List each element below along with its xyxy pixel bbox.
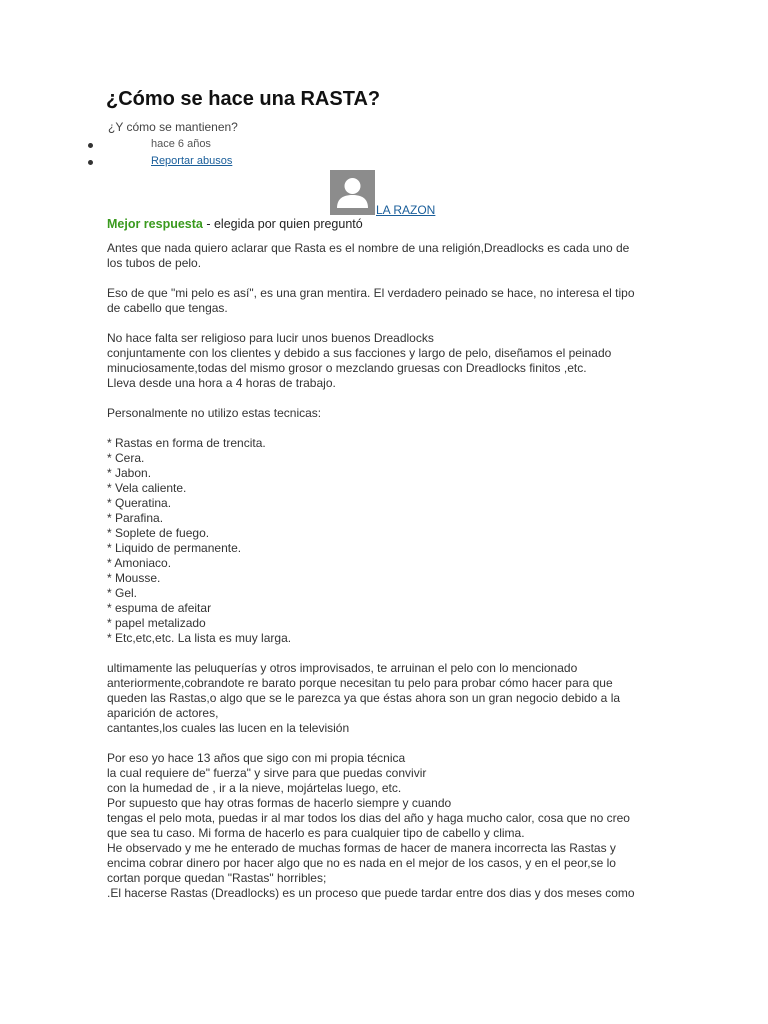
answer-line: queden las Rastas,o algo que se le parezca ya que éstas ahora son un gran negocio debido a la [107,691,621,705]
bullet-icon [88,143,93,148]
answer-line: * Vela caliente. [107,481,187,495]
meta-item-report [88,155,388,171]
answer-line: * Queratina. [107,496,172,510]
paragraph-gap [107,271,667,286]
answer-line: con la humedad de , ir a la nieve, mojártelas luego, etc. [107,781,402,795]
paragraph-gap [107,646,667,661]
answer-line: tengas el pelo mota, puedas ir al mar todos los dias del año y haga mucho calor, cosa que no creo [107,811,630,825]
best-answer-header [107,217,363,231]
answer-line: Eso de que "mi pelo es así", es una gran mentira. El verdadero peinado se hace, no interesa el tipo [107,286,635,300]
best-answer-note: - elegida por quien preguntó [202,217,363,231]
answer-line: anteriormente,cobrandote re barato porque necesitan tu pelo para probar cómo hacer para que [107,676,613,690]
question-title: ¿Cómo se hace una RASTA? [106,88,381,110]
answer-line: la cual requiere de" fuerza" y sirve para que puedas convivir [107,766,427,780]
paragraph-gap [107,421,667,436]
answer-line: He observado y me he enterado de muchas formas de hacer de manera incorrecta las Rastas y [107,841,616,855]
answer-line: Lleva desde una hora a 4 horas de trabajo. [107,376,336,390]
answer-line: Por supuesto que hay otras formas de hacerlo siempre y cuando [107,796,452,810]
answer-line: de cabello que tengas. [107,301,228,315]
answer-line: No hace falta ser religioso para lucir unos buenos Dreadlocks [107,331,434,345]
answer-author-link[interactable]: LA RAZON [376,203,436,217]
answer-line: * Etc,etc,etc. La lista es muy larga. [107,631,292,645]
answer-line: .El hacerse Rastas (Dreadlocks) es un proceso que puede tardar entre dos dias y dos meses como [107,886,635,900]
answer-line: cortan porque quedan "Rastas" horribles; [107,871,327,885]
user-silhouette-icon[interactable] [330,170,375,215]
answer-line: Personalmente no utilizo estas tecnicas: [107,406,322,420]
answer-line: * espuma de afeitar [107,601,212,615]
answer-line: los tubos de pelo. [107,256,202,270]
answer-body [107,241,667,901]
answer-line: encima cobrar dinero por hacer algo que no es nada en el mejor de los casos, y en el peor,se lo [107,856,616,870]
paragraph-gap [107,391,667,406]
answer-line: * Soplete de fuego. [107,526,210,540]
bullet-icon [88,160,93,165]
answer-line: conjuntamente con los clientes y debido a sus facciones y largo de pelo, diseñamos el peinado [107,346,612,360]
answer-line: * Jabon. [107,466,152,480]
answer-line: ultimamente las peluquerías y otros improvisados, te arruinan el pelo con lo mencionado [107,661,578,675]
question-subtitle: ¿Y cómo se mantienen? [108,120,238,134]
answer-line: minuciosamente,todas del mismo grosor o mezclando gruesas con Dreadlocks finitos ,etc. [107,361,587,375]
meta-item-age [88,138,388,154]
answer-line: Por eso yo hace 13 años que sigo con mi propia técnica [107,751,406,765]
answer-line: * Rastas en forma de trencita. [107,436,266,450]
answer-line: * Parafina. [107,511,164,525]
answer-line: Antes que nada quiero aclarar que Rasta es el nombre de una religión,Dreadlocks es cada uno de [107,241,630,255]
answer-line: que sea tu caso. Mi forma de hacerlo es para cualquier tipo de cabello y clima. [107,826,525,840]
answer-line: * Liquido de permanente. [107,541,242,555]
question-age: hace 6 años [151,138,211,150]
answer-line: * Cera. [107,451,145,465]
report-abuse-link[interactable]: Reportar abusos [151,155,233,167]
answer-line: * Amoniaco. [107,556,172,570]
paragraph-gap [107,736,667,751]
best-answer-label: Mejor respuesta [107,217,203,231]
paragraph-gap [107,316,667,331]
answer-line: * papel metalizado [107,616,206,630]
answer-line: aparición de actores, [107,706,219,720]
answer-line: cantantes,los cuales las lucen en la televisión [107,721,350,735]
answer-line: * Gel. [107,586,138,600]
answer-line: * Mousse. [107,571,161,585]
